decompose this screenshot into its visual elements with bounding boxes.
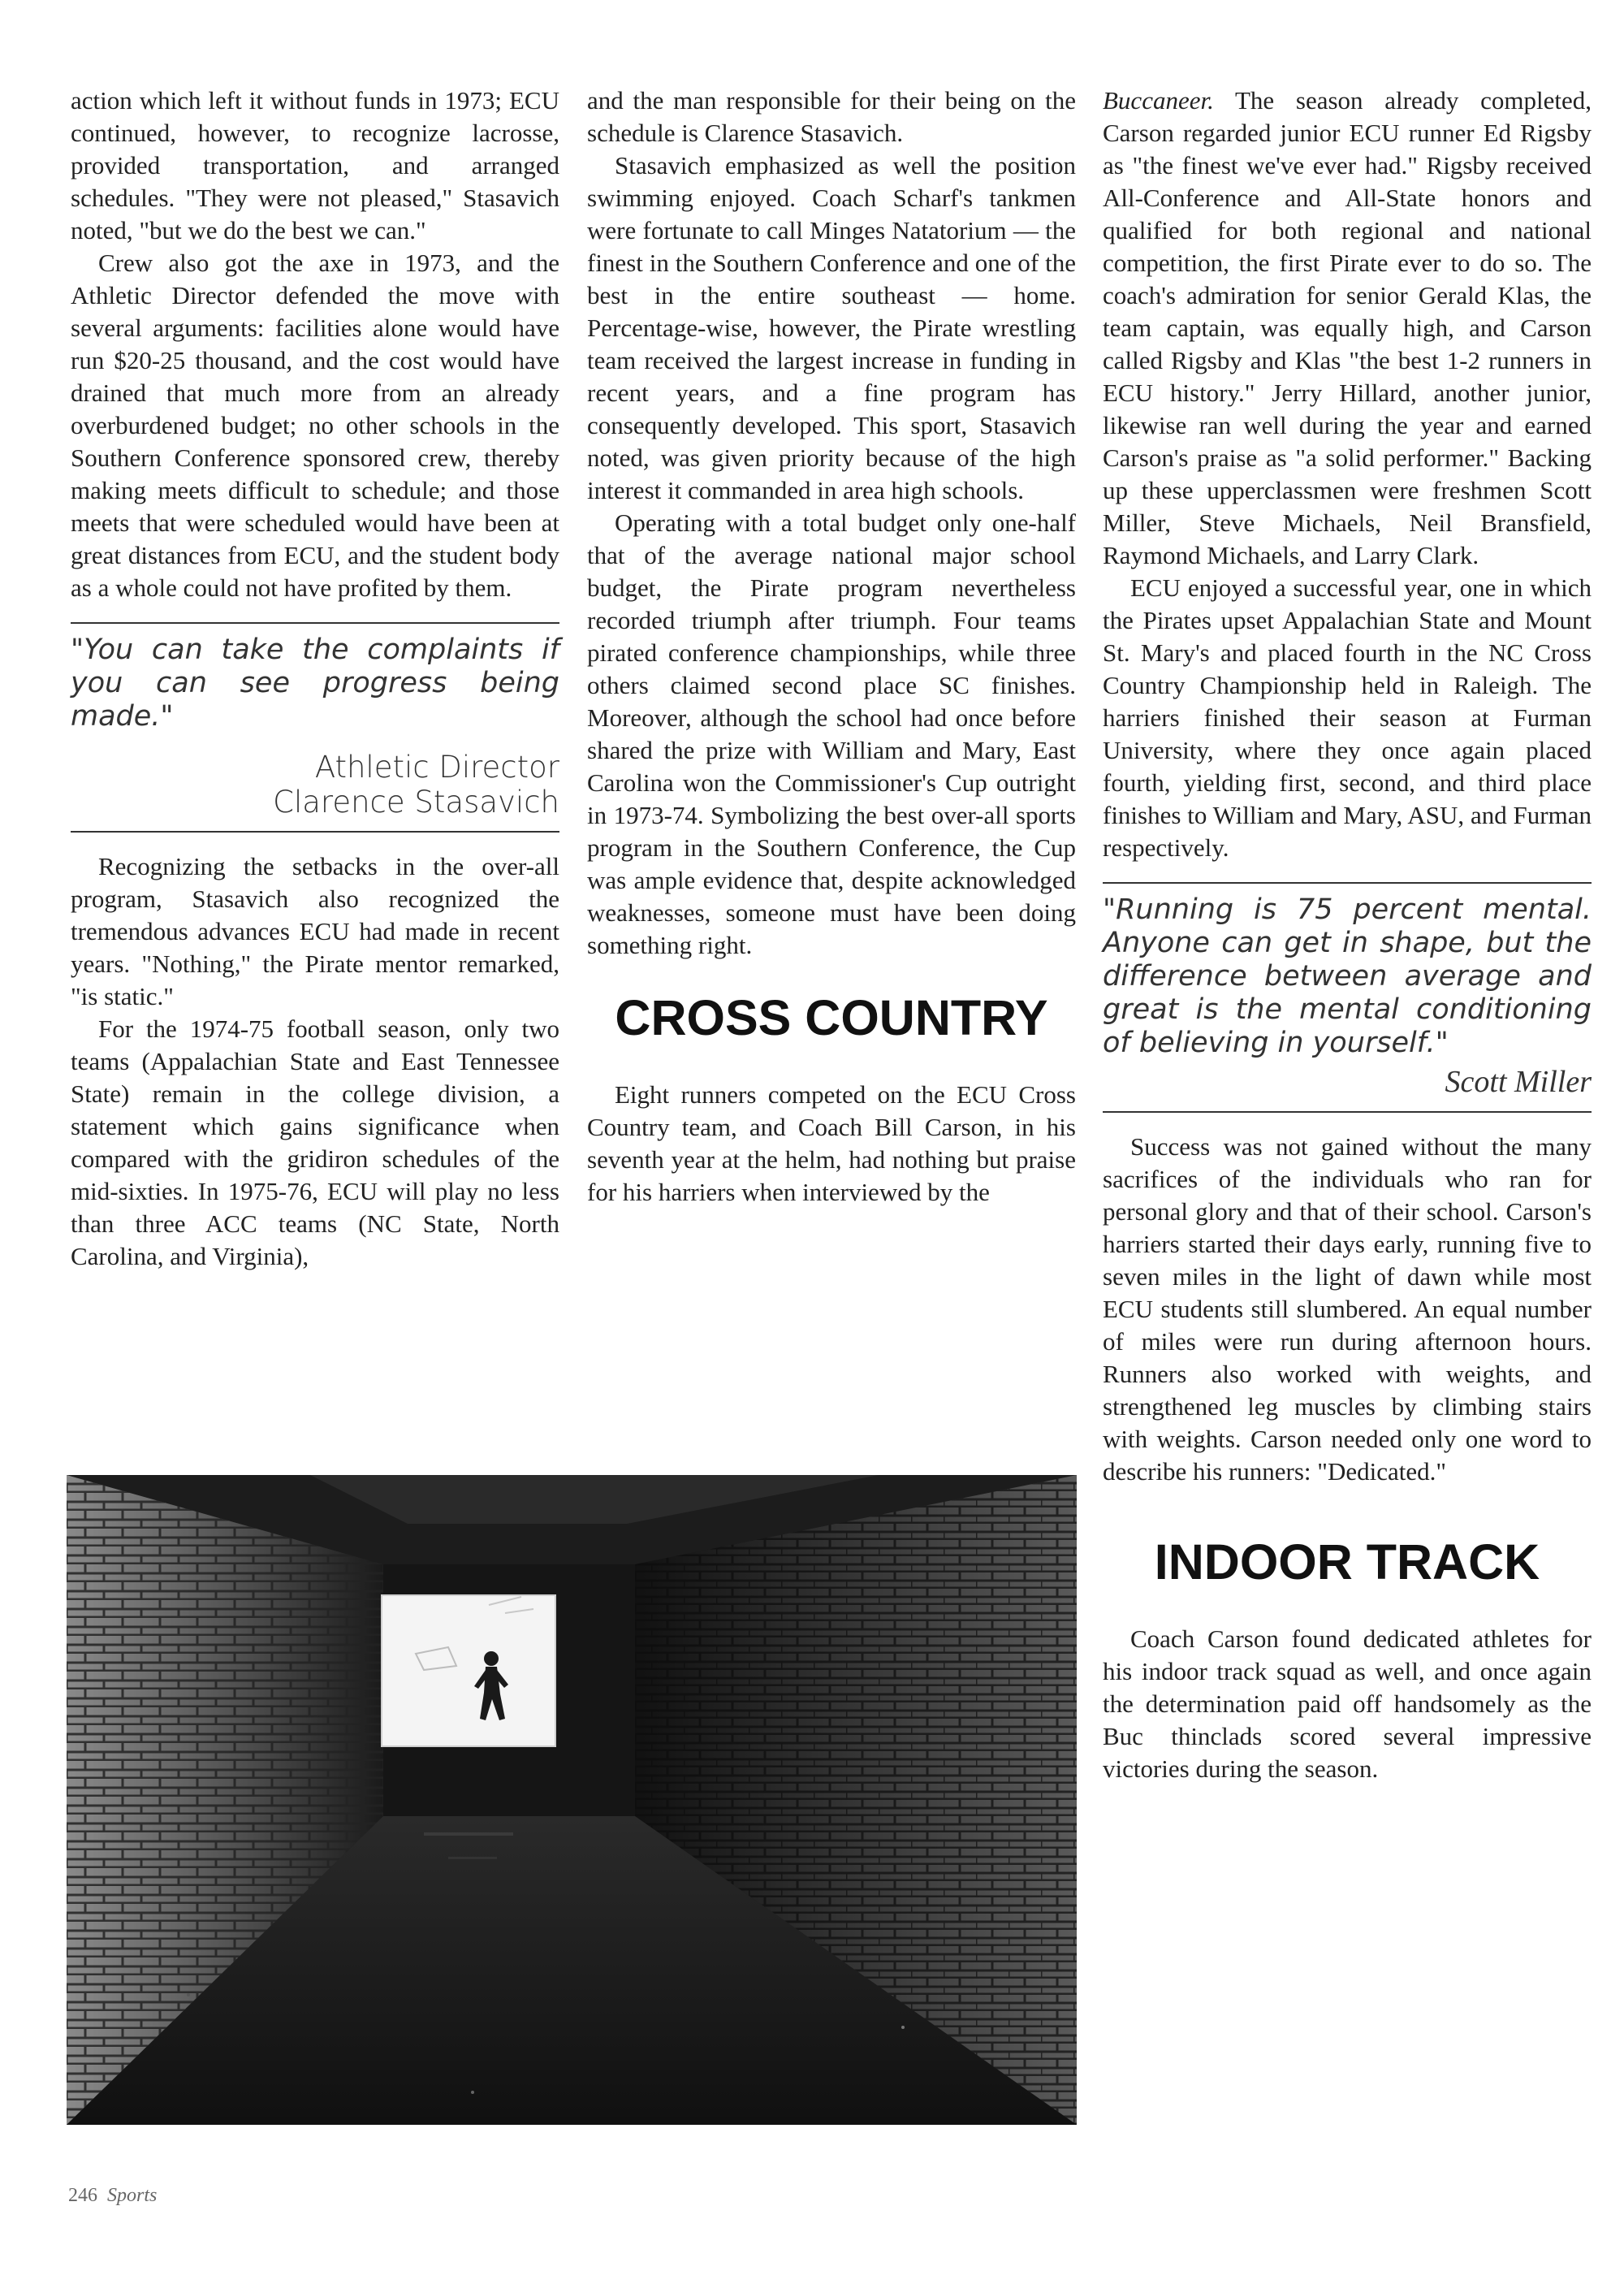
body-paragraph: Coach Carson found dedicated athletes for his indoor track squad as well, and once again the determination paid off handsomely as the Buc thinclads scored several impressive victories during the season.	[1103, 1624, 1592, 1783]
publication-name: Buccaneer.	[1103, 86, 1214, 115]
pull-quote-attribution-title: Athletic Director	[314, 750, 559, 785]
body-paragraph: Crew also got the axe in 1973, and the Athletic Director defended the move with several arguments: facilities alone would have run $20-25 thousand, and the cost would have drained that much more from an already overburdened budget; no other schools in the Southern Conference sponsored crew, thereby making meets difficult to schedule; and those meets that were scheduled would have been at great distances from ECU, and the student body as a whole could not have profited by them.	[71, 249, 559, 602]
body-paragraph: action which left it without funds in 1973; ECU continued, however, to recognize lacrosse, provided transportation, and arranged schedules. "They were not pleased," Stasavich noted, "but we do the best we can."	[71, 86, 559, 244]
pull-quote-miller	[1103, 882, 1592, 1113]
body-paragraph-text: The season already completed, Carson regarded junior ECU runner Ed Rigsby as "the finest we've ever had." Rigsby received All-Conference and All-State honors and qualified for both regional and national competition, the first Pirate ever to do so. The coach's admiration for senior Gerald Klas, the team captain, was equally high, and Carson called Rigsby and Klas "the best 1-2 runners in ECU history." Jerry Hillard, another junior, likewise ran well during the year and earned Carson's praise as "a solid performer." Backing up these upperclassmen were freshmen Scott Miller, Steve Michaels, Neil Bransfield, Raymond Michaels, and Larry Clark.	[1103, 86, 1592, 569]
pull-quote-attribution-name: Clarence Stasavich	[273, 785, 559, 820]
body-paragraph: For the 1974-75 football season, only two teams (Appalachian State and East Tennessee State) remain in the college division, a statement which gains significance when compared with the gridiron schedules of the mid-sixties. In 1975-76, ECU will play no less than three ACC teams (NC State, North Carolina, and Virginia),	[71, 1014, 559, 1270]
body-paragraph: Operating with a total budget only one-half that of the average national major school budget, the Pirate program nevertheless recorded triumph after triumph. Four teams pirated conference championships, while three others claimed second place SC finishes. Moreover, although the school had once before shared the prize with William and Mary, East Carolina won the Commissioner's Cup outright in 1973-74. Symbolizing the best over-all sports program in the Southern Conference, the Cup was ample evidence that, despite acknowledged weaknesses, someone must have been doing something right.	[587, 508, 1076, 959]
column-left	[71, 84, 559, 1273]
body-paragraph: Recognizing the setbacks in the over-all program, Stasavich also recognized the tremendous advances ECU had made in recent years. "Nothing," the Pirate mentor remarked, "is static."	[71, 852, 559, 1010]
pull-quote-text: "You can take the complaints if you can see progress being made."	[71, 634, 559, 733]
tunnel-runner-photo	[67, 1475, 1077, 2125]
body-paragraph: ECU enjoyed a successful year, one in which the Pirates upset Appalachian State and Mount St. Mary's and placed fourth in the NC Cross Country Championship held in Raleigh. The harriers finished their season at Furman University, where they once again placed fourth, yielding first, second, and third place finishes to William and Mary, ASU, and Furman respectively.	[1103, 573, 1592, 862]
pull-quote-stasavich	[71, 622, 559, 833]
body-paragraph: Eight runners competed on the ECU Cross Country team, and Coach Bill Carson, in his seventh year at the helm, had nothing but praise for his harriers when interviewed by the	[587, 1080, 1076, 1206]
body-paragraph: Stasavich emphasized as well the position swimming enjoyed. Coach Scharf's tankmen were fortunate to call Minges Natatorium — the finest in the Southern Conference and one of the best in the entire southeast — home. Percentage-wise, however, the Pirate wrestling team received the largest increase in funding in recent years, and a fine program has consequently developed. This sport, Stasavich noted, was given priority because of the high interest it commanded in area high schools.	[587, 151, 1076, 504]
body-paragraph	[1103, 84, 1592, 572]
section-name: Sports	[107, 2185, 158, 2206]
column-right	[1103, 84, 1592, 1785]
body-paragraph: Success was not gained without the many sacrifices of the individuals who ran for personal glory and that of their school. Carson's harriers started their days early, running five to seven miles in the light of dawn while most ECU students still slumbered. An equal number of miles were run during afternoon hours. Runners also worked with weights, and strengthened leg muscles by climbing stairs with weights. Carson needed only one word to describe his runners: "Dedicated."	[1103, 1132, 1592, 1486]
page-number: 246	[68, 2185, 97, 2206]
body-paragraph: and the man responsible for their being on the schedule is Clarence Stasavich.	[587, 86, 1076, 147]
pull-quote-attribution: Scott Miller	[1445, 1065, 1592, 1099]
page-footer	[68, 2185, 157, 2207]
section-headline-cross-country: CROSS COUNTRY	[615, 990, 1048, 1045]
pull-quote-text: "Running is 75 percent mental. Anyone can get in shape, but the difference between average and great is the mental conditioning of believing in yourself."	[1103, 893, 1592, 1059]
section-headline-indoor-track: INDOOR TRACK	[1154, 1534, 1540, 1590]
column-middle	[587, 84, 1076, 1209]
